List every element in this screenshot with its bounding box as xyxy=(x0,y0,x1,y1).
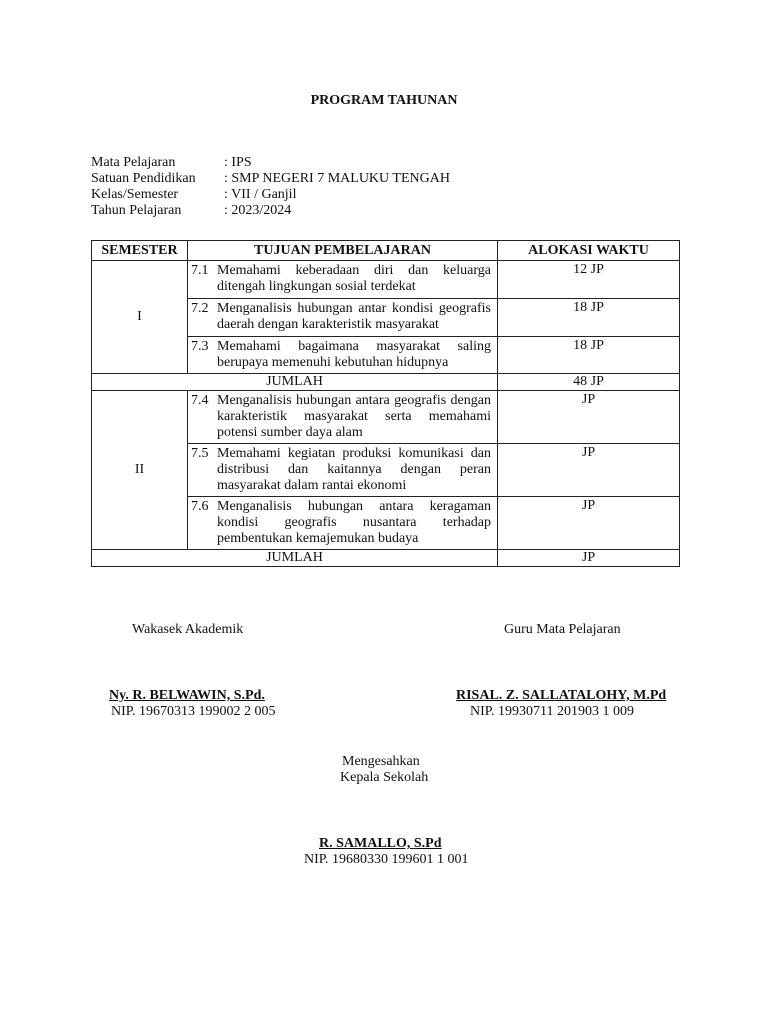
tujuan-cell xyxy=(188,444,498,497)
page-title: PROGRAM TAHUNAN xyxy=(310,93,458,108)
tujuan-number: 7.5 xyxy=(191,446,209,461)
alokasi-value: JP xyxy=(498,391,680,444)
tujuan-number: 7.4 xyxy=(191,393,209,408)
tujuan-cell xyxy=(188,337,498,374)
jumlah-label: JUMLAH xyxy=(92,550,498,567)
info-label-tahun-pelajaran: Tahun Pelajaran xyxy=(91,203,182,218)
header-tujuan-pembelajaran: TUJUAN PEMBELAJARAN xyxy=(188,241,498,261)
tujuan-number: 7.6 xyxy=(191,499,209,514)
tujuan-text: Menganalisis hubungan antara keragaman kondisi geografis nusantara terhadap pembentukan kemajemukan budaya xyxy=(217,499,491,546)
alokasi-value: JP xyxy=(498,497,680,550)
table-row xyxy=(92,261,680,299)
alokasi-value: JP xyxy=(498,444,680,497)
alokasi-value: 12 JP xyxy=(498,261,680,299)
signature-right-role: Guru Mata Pelajaran xyxy=(504,622,621,637)
alokasi-value: 18 JP xyxy=(498,337,680,374)
signature-center-line2: Kepala Sekolah xyxy=(340,770,429,785)
tujuan-cell xyxy=(188,391,498,444)
info-label-mata-pelajaran: Mata Pelajaran xyxy=(91,155,176,170)
tujuan-number: 7.1 xyxy=(191,263,209,278)
semester-label: II xyxy=(92,391,188,550)
tujuan-cell xyxy=(188,299,498,337)
header-alokasi-waktu: ALOKASI WAKTU xyxy=(498,241,680,261)
signature-right-name: RISAL. Z. SALLATALOHY, M.Pd xyxy=(456,688,667,703)
jumlah-value: JP xyxy=(498,550,680,567)
tujuan-text: Menganalisis hubungan antar kondisi geografis daerah dengan karakteristik masyarakat xyxy=(217,301,491,332)
tujuan-number: 7.3 xyxy=(191,339,209,354)
info-label-satuan-pendidikan: Satuan Pendidikan xyxy=(91,171,196,186)
info-value-mata-pelajaran: : IPS xyxy=(224,155,252,170)
signature-left-name: Ny. R. BELWAWIN, S.Pd. xyxy=(109,688,265,703)
jumlah-label: JUMLAH xyxy=(92,374,498,391)
signature-center-nip: NIP. 19680330 199601 1 001 xyxy=(304,852,469,867)
header-semester: SEMESTER xyxy=(92,241,188,261)
signature-right-nip: NIP. 19930711 201903 1 009 xyxy=(470,704,634,719)
tujuan-text: Memahami bagaimana masyarakat saling berupaya memenuhi kebutuhan hidupnya xyxy=(217,339,491,370)
tujuan-cell xyxy=(188,497,498,550)
info-value-tahun-pelajaran: : 2023/2024 xyxy=(224,203,292,218)
signature-center-line1: Mengesahkan xyxy=(342,754,420,769)
jumlah-value: 48 JP xyxy=(498,374,680,391)
info-label-kelas-semester: Kelas/Semester xyxy=(91,187,179,202)
signature-left-nip: NIP. 19670313 199002 2 005 xyxy=(111,704,276,719)
jumlah-row xyxy=(92,550,680,567)
info-value-satuan-pendidikan: : SMP NEGERI 7 MALUKU TENGAH xyxy=(224,171,450,186)
info-value-kelas-semester: : VII / Ganjil xyxy=(224,187,297,202)
semester-label: I xyxy=(92,261,188,374)
signature-center-name: R. SAMALLO, S.Pd xyxy=(319,836,442,851)
signature-left-role: Wakasek Akademik xyxy=(132,622,244,637)
tujuan-text: Memahami kegiatan produksi komunikasi dan distribusi dan kaitannya dengan peran masyarakat dalam rantai ekonomi xyxy=(217,446,491,493)
alokasi-value: 18 JP xyxy=(498,299,680,337)
tujuan-number: 7.2 xyxy=(191,301,209,316)
table-row xyxy=(92,391,680,444)
jumlah-row xyxy=(92,374,680,391)
program-table xyxy=(91,240,680,567)
tujuan-cell xyxy=(188,261,498,299)
tujuan-text: Memahami keberadaan diri dan keluarga ditengah lingkungan sosial terdekat xyxy=(217,263,491,294)
tujuan-text: Menganalisis hubungan antara geografis dengan karakteristik masyarakat serta memahami potensi sumber daya alam xyxy=(217,393,491,440)
table-header-row xyxy=(92,241,680,261)
